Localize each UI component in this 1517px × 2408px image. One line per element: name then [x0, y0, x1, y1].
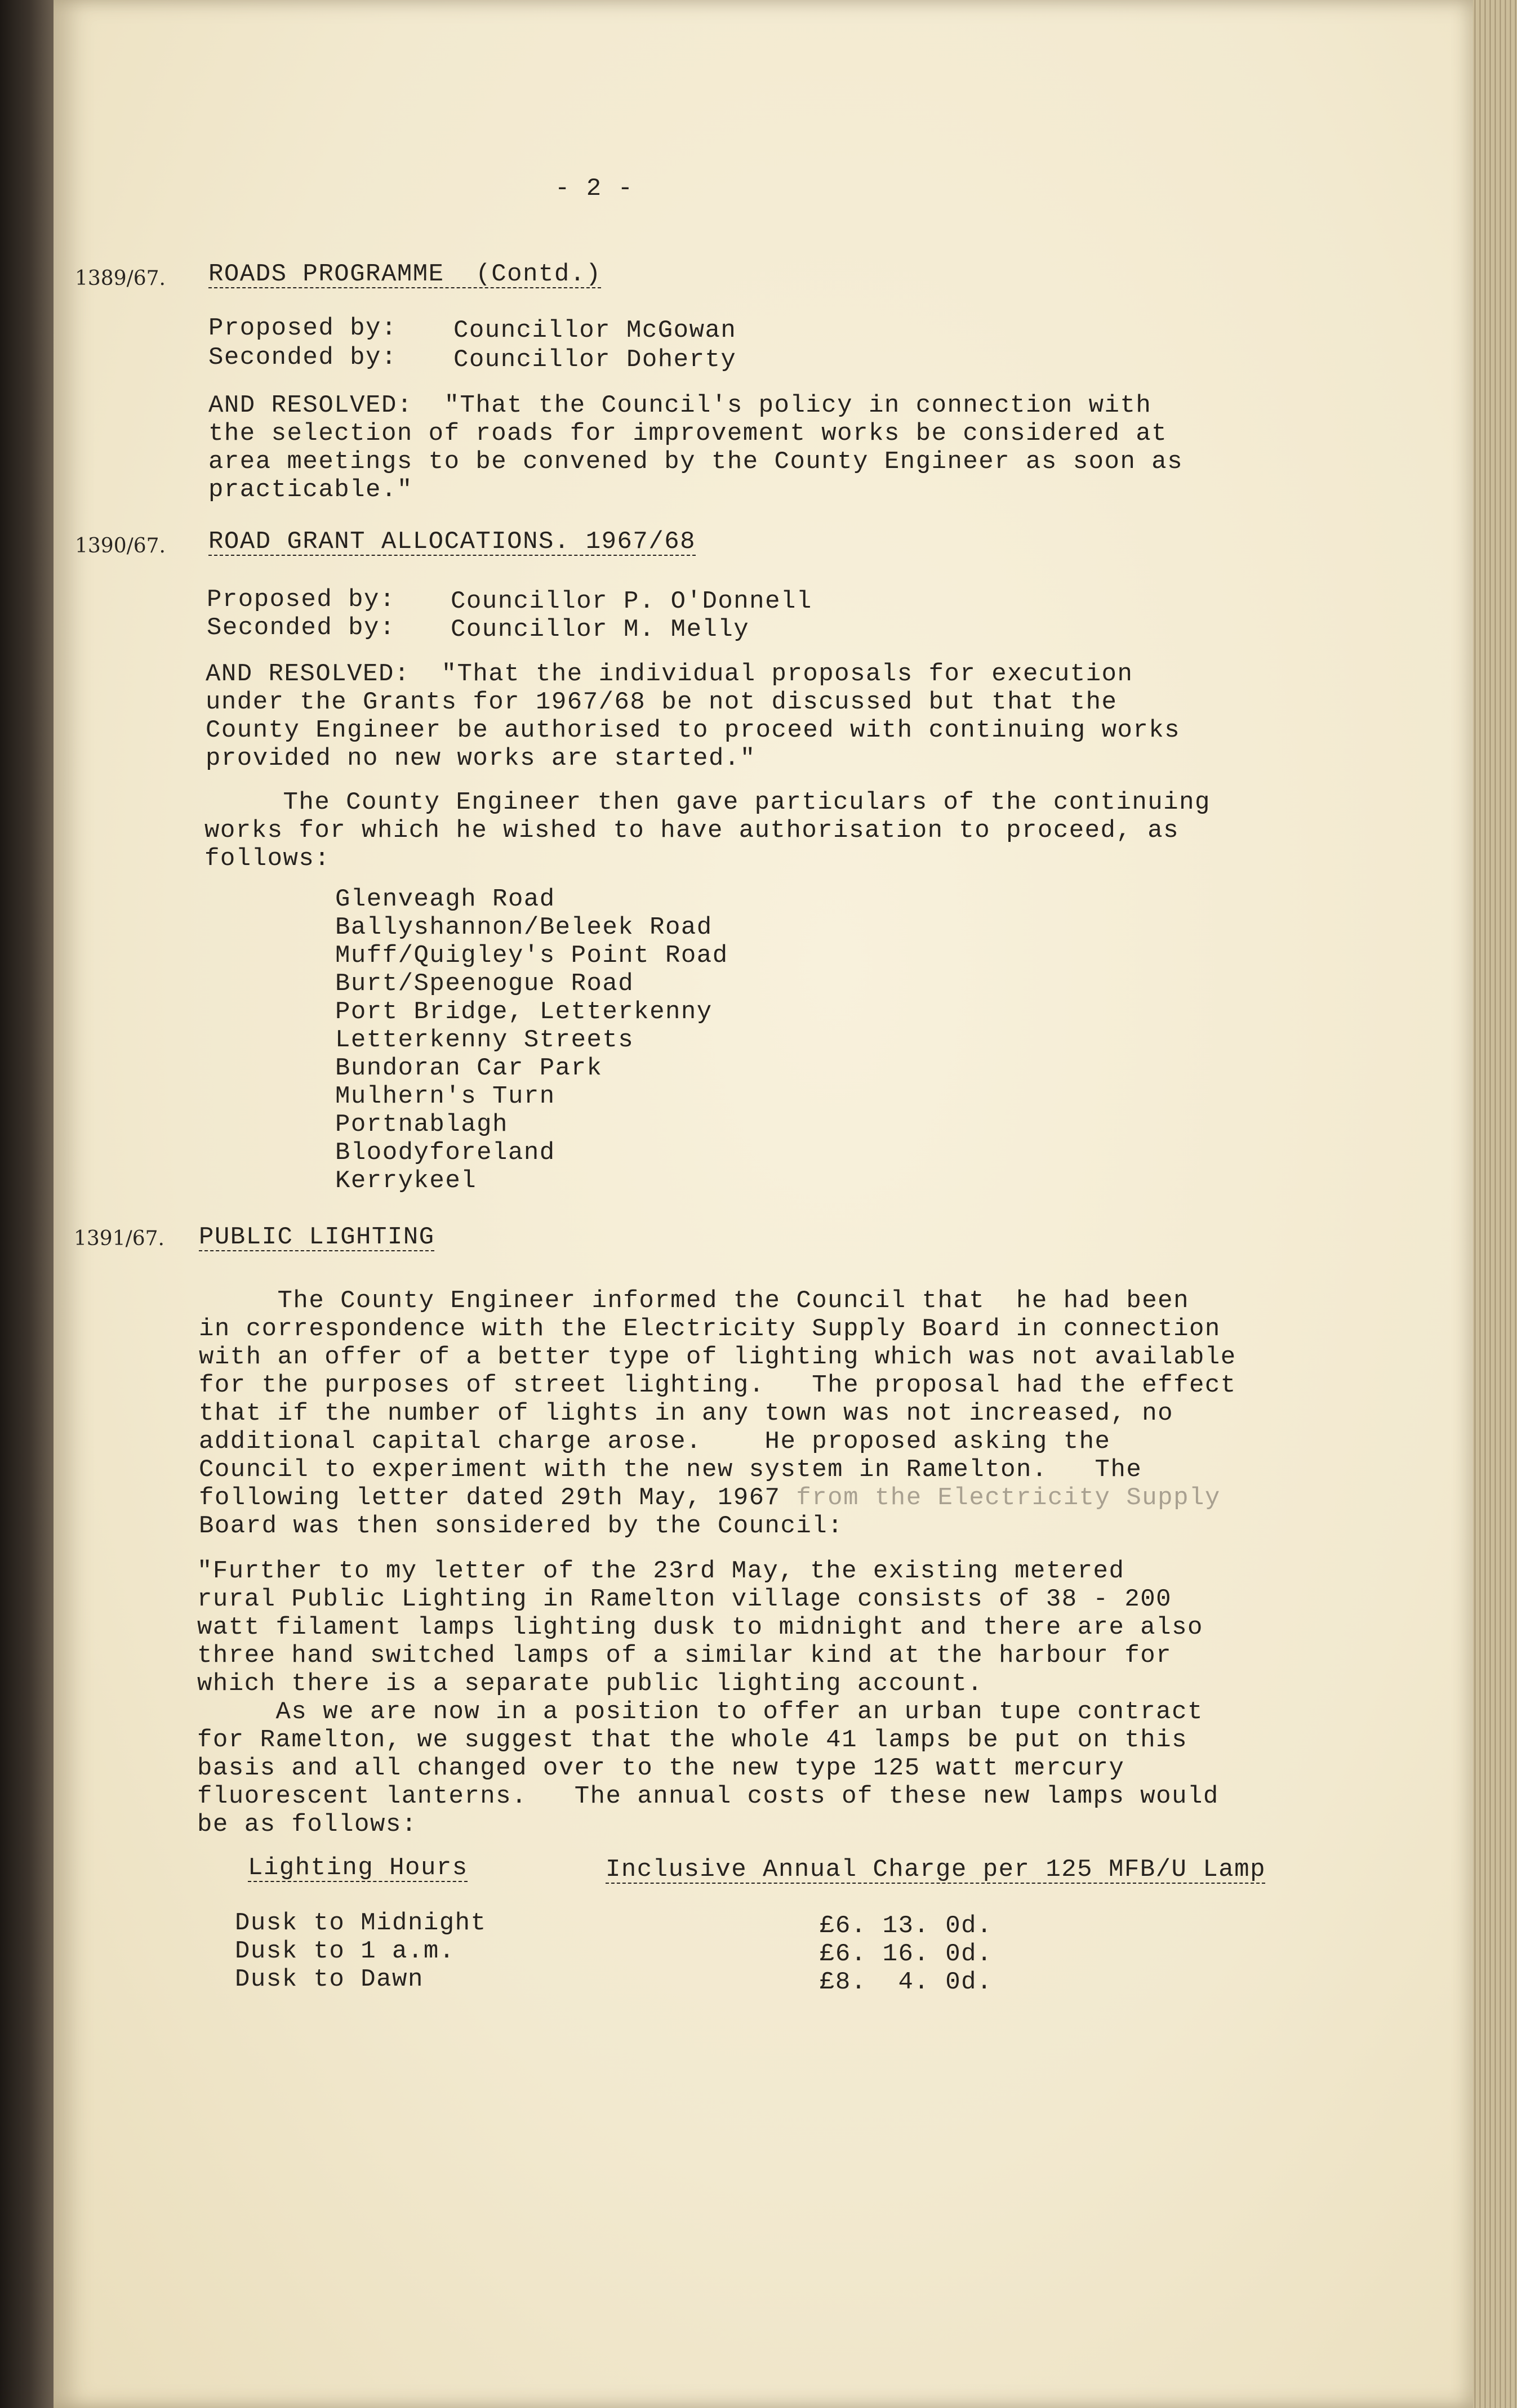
paragraph-line: Council to experiment with the new system in Ramelton. The	[199, 1456, 1142, 1484]
works-list-item: Port Bridge, Letterkenny	[335, 998, 713, 1026]
proposed-label: Proposed by:	[208, 314, 397, 342]
paragraph-line: additional capital charge arose. He proposed asking the	[199, 1428, 1111, 1456]
table-header-annual-charge: Inclusive Annual Charge per 125 MFB/U Lamp	[606, 1856, 1266, 1884]
page-number: - 2 -	[555, 175, 634, 203]
paragraph-text: following letter dated 29th May, 1967	[199, 1484, 797, 1512]
letter-line: watt filament lamps lighting dusk to midnight and there are also	[197, 1613, 1203, 1642]
binder-spine	[0, 0, 54, 2408]
works-list-item: Bloodyforeland	[335, 1139, 555, 1167]
table-cell-hours: Dusk to Dawn	[235, 1965, 424, 1994]
seconded-label: Seconded by:	[207, 614, 395, 642]
works-list-item: Kerrykeel	[335, 1167, 477, 1195]
seconded-value: Councillor Doherty	[453, 346, 737, 374]
resolution-line: provided no new works are started."	[206, 744, 756, 773]
page-stack-edge	[1466, 0, 1517, 2408]
works-list-item: Muff/Quigley's Point Road	[335, 942, 728, 970]
letter-line: which there is a separate public lighting account.	[197, 1670, 984, 1698]
works-list-item: Portnablagh	[335, 1111, 508, 1139]
letter-line: be as follows:	[197, 1811, 417, 1839]
section-heading-roads-programme: ROADS PROGRAMME (Contd.)	[208, 260, 602, 288]
proposed-label: Proposed by:	[207, 586, 395, 614]
paragraph-line: follows:	[204, 845, 331, 873]
resolution-line: the selection of roads for improvement works be considered at	[208, 420, 1168, 448]
proposed-value: Councillor P. O'Donnell	[451, 587, 812, 616]
paragraph-line: works for which he wished to have authorisation to proceed, as	[204, 817, 1180, 845]
resolution-line: County Engineer be authorised to proceed with continuing works	[206, 716, 1181, 744]
resolution-line: AND RESOLVED: "That the individual proposals for execution	[206, 660, 1133, 688]
section-heading-public-lighting: PUBLIC LIGHTING	[199, 1223, 435, 1251]
resolution-line: AND RESOLVED: "That the Council's policy in connection with	[208, 391, 1152, 420]
minute-number-1389: 1389/67.	[75, 267, 166, 290]
faded-text: from the Electricity Supply	[796, 1484, 1221, 1512]
table-cell-charge: £8. 4. 0d.	[820, 1968, 993, 1996]
paragraph-line: that if the number of lights in any town was not increased, no	[199, 1399, 1174, 1428]
minute-number-1390: 1390/67.	[75, 534, 166, 558]
resolution-line: area meetings to be convened by the County Engineer as soon as	[208, 448, 1184, 476]
minute-number-1391: 1391/67.	[74, 1227, 164, 1250]
paragraph-line: for the purposes of street lighting. The proposal had the effect	[199, 1371, 1236, 1399]
works-list-item: Bundoran Car Park	[335, 1054, 603, 1082]
seconded-value: Councillor M. Melly	[451, 616, 750, 644]
paragraph-line: The County Engineer then gave particulars of the continuing	[204, 788, 1211, 817]
paragraph-line: Board was then sonsidered by the Council:	[199, 1512, 844, 1540]
paragraph-line: in correspondence with the Electricity Supply Board in connection	[199, 1315, 1221, 1343]
table-cell-charge: £6. 13. 0d.	[820, 1912, 993, 1940]
works-list-item: Glenveagh Road	[335, 885, 555, 913]
paragraph-line	[199, 1484, 1221, 1512]
table-cell-hours: Dusk to 1 a.m.	[235, 1937, 455, 1965]
letter-line: fluorescent lanterns. The annual costs of these new lamps would	[197, 1782, 1219, 1811]
letter-line: "Further to my letter of the 23rd May, the existing metered	[197, 1557, 1125, 1585]
table-cell-charge: £6. 16. 0d.	[820, 1940, 993, 1968]
table-cell-hours: Dusk to Midnight	[235, 1909, 487, 1937]
works-list-item: Letterkenny Streets	[335, 1026, 634, 1054]
resolution-line: practicable."	[208, 476, 413, 504]
document-page	[54, 0, 1473, 2408]
letter-line: As we are now in a position to offer an urban tupe contract	[197, 1698, 1203, 1726]
section-heading-road-grant-allocations: ROAD GRANT ALLOCATIONS. 1967/68	[208, 528, 696, 556]
letter-line: three hand switched lamps of a similar kind at the harbour for	[197, 1642, 1172, 1670]
proposed-value: Councillor McGowan	[453, 316, 737, 345]
letter-line: for Ramelton, we suggest that the whole 41 lamps be put on this	[197, 1726, 1187, 1754]
table-header-lighting-hours: Lighting Hours	[248, 1854, 468, 1882]
paragraph-line: with an offer of a better type of lighting which was not available	[199, 1343, 1236, 1371]
works-list-item: Mulhern's Turn	[335, 1082, 555, 1111]
works-list-item: Burt/Speenogue Road	[335, 970, 634, 998]
letter-line: rural Public Lighting in Ramelton village consists of 38 - 200	[197, 1585, 1172, 1613]
paragraph-line: The County Engineer informed the Council that he had been	[199, 1287, 1189, 1315]
letter-line: basis and all changed over to the new type 125 watt mercury	[197, 1754, 1125, 1782]
resolution-line: under the Grants for 1967/68 be not discussed but that the	[206, 688, 1118, 716]
seconded-label: Seconded by:	[208, 344, 397, 372]
works-list-item: Ballyshannon/Beleek Road	[335, 913, 713, 942]
